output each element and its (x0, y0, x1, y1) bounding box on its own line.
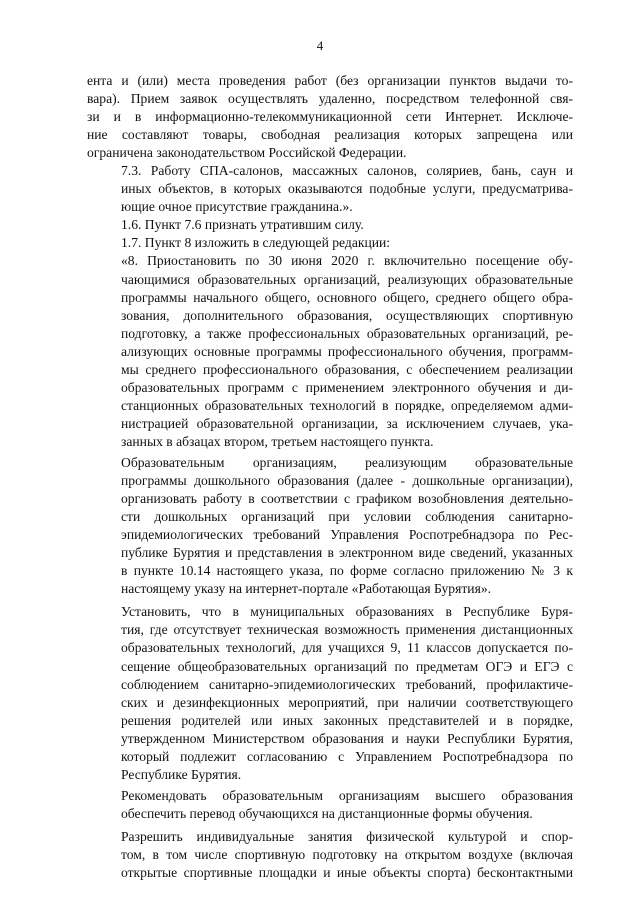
text-line: зи и в информационно-телекоммуникационной сети Интернет. Исключе- (87, 109, 573, 125)
text-line: сти дошкольных организаций при условии соблюдения санитарно- (121, 509, 573, 525)
text-line: вара). Прием заявок осуществлять удаленно, посредством телефонной свя- (87, 91, 573, 107)
text-line: публике Бурятия и представления в электронном виде сведений, указанных (121, 545, 573, 561)
text-line: образовательных технологий, для учащихся 9, 11 классов допускается по- (121, 640, 573, 656)
paragraph (87, 162, 573, 216)
text-line: Рекомендовать образовательным организациям высшего образования (121, 787, 573, 803)
text-line: программы дошкольного образования (далее - дошкольные организации), (121, 473, 573, 489)
paragraph (87, 234, 573, 252)
text-line: эпидемиологических требований Управления Роспотребнадзора по Рес- (121, 527, 573, 543)
text-line: мы среднего профессионального образования, с обеспечением реализации (121, 361, 573, 377)
text-line: чающимися образовательных организаций, реализующих образовательные (121, 271, 573, 287)
text-line: Образовательным организациям, реализующим образовательные (121, 454, 573, 470)
text-line: утвержденном Министерством образования и науки Республики Бурятия, (121, 730, 573, 746)
paragraph (87, 252, 573, 451)
text-line: который подлежит согласованию с Управлением Роспотребнадзора по (121, 748, 573, 764)
text-line: зования, дополнительного образования, осуществляющих спортивную (121, 307, 573, 323)
document-body (87, 72, 573, 882)
page-number: 4 (316, 38, 324, 53)
paragraph (87, 787, 573, 823)
text-line: сещение общеобразовательных организаций по предметам ОГЭ и ЕГЭ с (121, 658, 573, 674)
text-line: занных в абзацах втором, третьем настоящего пункта. (121, 433, 434, 449)
text-line: 7.3. Работу СПА-салонов, массажных салонов, соляриев, бань, саун и (121, 163, 573, 179)
text-line: Республике Бурятия. (121, 766, 242, 782)
text-line: иных объектов, в которых оказываются подобные услуги, предусматрива- (121, 181, 573, 197)
text-line: «8. Приостановить по 30 июня 2020 г. включительно посещение обу- (121, 253, 573, 269)
text-line: ограничена законодательством Российской Федерации. (87, 145, 407, 161)
text-line: нистрацией образовательной организации, за исключением случаев, ука- (121, 415, 573, 431)
text-line: ских и дезинфекционных мероприятий, при наличии соответствующего (121, 694, 573, 710)
text-line: ента и (или) места проведения работ (без организации пунктов выдачи то- (87, 73, 573, 88)
text-line: решения родителей или иных законных представителей и в порядке, (121, 712, 573, 728)
text-line: открытые спортивные площадки и иные объекты спорта) бесконтактными (121, 865, 573, 881)
text-line: тия, где отсутствует техническая возможность применения дистанционных (121, 622, 573, 638)
text-line: образовательных программ с применением электронного обучения и ди- (121, 379, 573, 395)
text-line: 1.6. Пункт 7.6 признать утратившим силу. (121, 217, 364, 233)
text-line: ние составляют товары, свободная реализация которых запрещена или (87, 127, 573, 143)
text-line: настоящему указу на интернет-портале «Работающая Бурятия». (121, 581, 492, 597)
text-line: том, в том числе спортивную подготовку на открытом воздухе (включая (121, 846, 573, 862)
text-line: Установить, что в муниципальных образованиях в Республике Буря- (121, 604, 573, 620)
text-line: 1.7. Пункт 8 изложить в следующей редакции: (121, 235, 391, 251)
text-line: организовать работу в соответствии с графиком возобновления деятельно- (121, 491, 573, 507)
paragraph (87, 454, 573, 598)
text-line: станционных образовательных технологий в порядке, определяемом адми- (121, 397, 573, 413)
text-line: соблюдением санитарно-эпидемиологических требований, профилактиче- (121, 676, 573, 692)
paragraph (87, 72, 573, 162)
text-line: программы начального общего, основного общего, среднего общего обра- (121, 289, 573, 305)
text-line: подготовку, а также профессиональных образовательных организаций, ре- (121, 325, 573, 341)
text-line: ющие очное присутствие гражданина.». (121, 199, 353, 215)
text-line: Разрешить индивидуальные занятия физической культурой и спор- (121, 828, 573, 844)
text-line: ализующих основные программы профессионального обучения, программ- (121, 343, 573, 359)
text-line: в пункте 10.14 настоящего указа, по форме согласно приложению № 3 к (121, 563, 573, 579)
paragraph (87, 216, 573, 234)
text-line: обеспечить перевод обучающихся на дистанционные формы обучения. (121, 805, 533, 821)
paragraph (87, 828, 573, 882)
paragraph (87, 603, 573, 783)
